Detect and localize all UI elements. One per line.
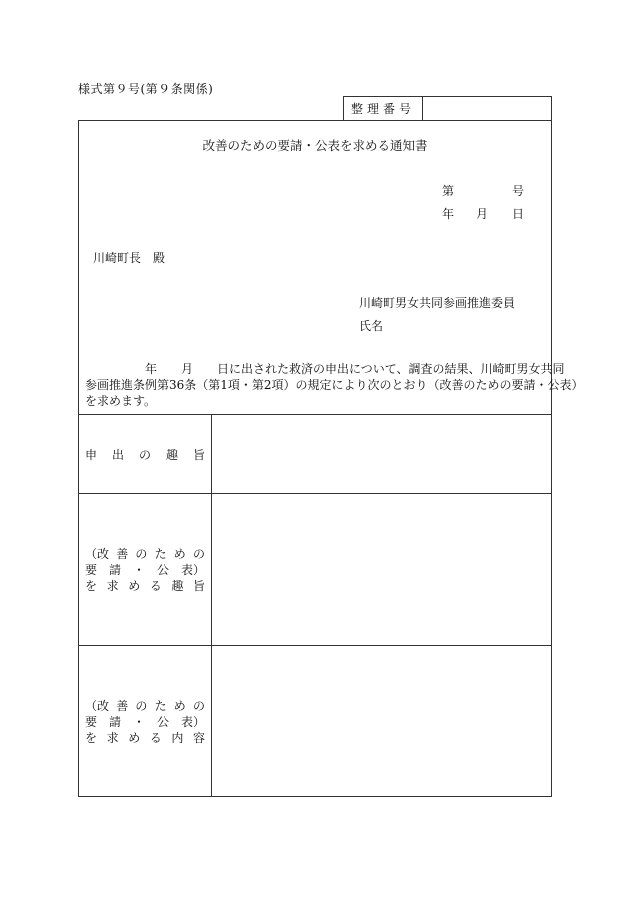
row-label-line: 要 請 ・ 公 表） — [85, 563, 205, 577]
request-purpose-field[interactable] — [212, 494, 551, 646]
row-label-line: （改 善 の た め の — [85, 547, 205, 561]
row-label — [79, 415, 212, 494]
row-label-line: を 求 め る 趣 旨 — [85, 579, 205, 593]
table-row-petition-purpose — [79, 414, 551, 494]
table-row-request-purpose — [79, 493, 551, 646]
sender-committee: 川崎町男女共同参画推進委員 — [359, 296, 516, 310]
addressee: 川崎町長 殿 — [93, 251, 166, 265]
sender-name-label: 氏名 — [359, 319, 384, 333]
date-month-label: 月 — [476, 207, 489, 221]
row-label — [79, 494, 212, 646]
body-line: 参画推進条例第36条（第1項・第2項）の規定により次のとおり（改善のための要請・公表） — [85, 378, 584, 392]
request-content-field[interactable] — [212, 646, 551, 797]
body-line: 年 月 日に出された救済の申出について、調査の結果、川崎町男女共同 — [85, 362, 565, 376]
reference-number-field[interactable] — [422, 97, 551, 120]
reference-number-box — [343, 96, 552, 120]
date-year-label: 年 — [442, 207, 455, 221]
row-label-line: を 求 め る 内 容 — [85, 730, 205, 745]
row-label-line: （改 善 の た め の — [85, 698, 205, 713]
reference-number-label: 整理番号 — [344, 97, 423, 120]
row-label-line: 申 出 の 趣 旨 — [85, 447, 205, 462]
table-row-request-content — [79, 645, 551, 797]
notice-form — [78, 120, 584, 797]
row-label-line: 要 請 ・ 公 表） — [85, 714, 205, 729]
petition-purpose-field[interactable] — [212, 415, 551, 494]
notice-body — [85, 361, 584, 409]
document-title: 改善のための要請・公表を求める通知書 — [202, 138, 428, 153]
body-line: を求めます。 — [85, 394, 157, 408]
date-day-label: 日 — [512, 207, 525, 221]
form-label: 様式第９号(第９条関係) — [78, 82, 214, 96]
document-number-suffix: 号 — [512, 184, 525, 198]
row-label — [79, 646, 212, 797]
document-number-prefix: 第 — [442, 184, 455, 198]
